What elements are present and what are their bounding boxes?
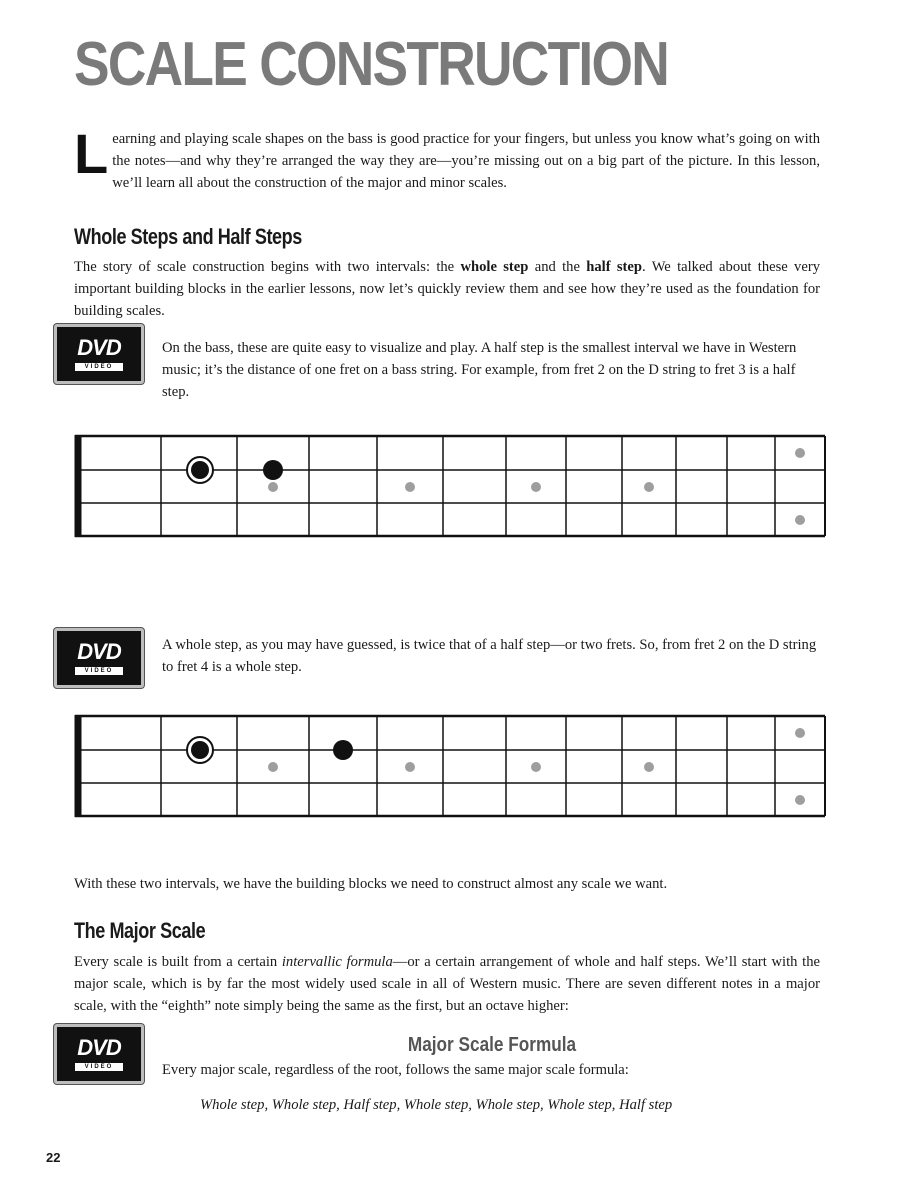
term-intervallic-formula: intervallic formula [281, 954, 393, 970]
formula-steps: Whole step, Whole step, Half step, Whole step, Whole step, Whole step, Half step [200, 1097, 673, 1113]
page-title: SCALE CONSTRUCTION [74, 30, 669, 99]
formula-description: Every major scale, regardless of the root, follows the same major scale formula: [162, 1062, 629, 1078]
dvd-video-label: VIDEO [75, 363, 124, 371]
section-heading-steps: Whole Steps and Half Steps [74, 224, 302, 249]
fretboard-diagram-half-step [74, 430, 830, 542]
fretboard-grid [75, 435, 825, 537]
steps-paragraph [74, 256, 820, 322]
steps-text-3: . We talked about these very important building blocks in the earlier lessons, now let’s quickly review them and see how they’re used as the foundation for building scales. [74, 259, 820, 319]
dvd-video-label: VIDEO [75, 1063, 124, 1071]
major-scale-paragraph [74, 951, 820, 1017]
fret-position-markers [268, 728, 805, 805]
dvd-video-badge-1[interactable] [54, 324, 144, 384]
section-heading-major-scale: The Major Scale [74, 918, 206, 943]
dvd-video-badge-3[interactable] [54, 1024, 144, 1084]
fretboard-grid [75, 715, 825, 817]
term-half-step: half step [586, 259, 642, 275]
formula-title: Major Scale Formula [407, 1034, 577, 1056]
root-note-marker [187, 737, 213, 763]
dvd-logo-icon: DVD [77, 639, 121, 664]
half-step-description: On the bass, these are quite easy to visualize and play. A half step is the smallest interval we have in Western music; it’s the distance of one fret on a bass string. For example, from fret 2 on the D string to fret 3 is a half step. [162, 340, 797, 400]
fret-position-markers [268, 448, 805, 525]
term-whole-step: whole step [460, 259, 529, 275]
whole-step-description: A whole step, as you may have guessed, is twice that of a half step—or two frets. So, from fret 2 on the D string to fret 4 is a whole step. [162, 637, 817, 675]
summary-paragraph: With these two intervals, we have the building blocks we need to construct almost any scale we want. [74, 876, 668, 892]
steps-text-2: and the [528, 259, 587, 275]
drop-cap: L [74, 122, 109, 185]
major-text-1: Every scale is built from a certain [74, 954, 282, 970]
dvd-video-label: VIDEO [75, 667, 124, 675]
dvd-logo-icon: DVD [77, 1035, 121, 1060]
fretboard-diagram-whole-step [74, 710, 830, 822]
major-text-2: —or a certain arrangement of whole and half steps. We’ll start with the major scale, which is by far the most widely used scale in all of Western music. There are seven different notes in a major scale, with the “eighth” note simply being the same as the first, but an octave higher: [74, 954, 820, 1014]
intro-paragraph [74, 122, 820, 194]
dvd-video-badge-2[interactable] [54, 628, 144, 688]
intro-text: earning and playing scale shapes on the bass is good practice for your fingers, but unless you know what’s going on with the notes—and why they’re arranged the way they are—you’re missing out on a big part of the picture. In this lesson, we’ll learn all about the construction of the major and minor scales. [112, 131, 820, 191]
page-number: 22 [46, 1150, 61, 1165]
dvd-logo-icon: DVD [77, 335, 121, 360]
target-note-marker [263, 460, 283, 480]
root-note-marker [187, 457, 213, 483]
target-note-marker [333, 740, 353, 760]
steps-text-1: The story of scale construction begins with two intervals: the [74, 259, 461, 275]
